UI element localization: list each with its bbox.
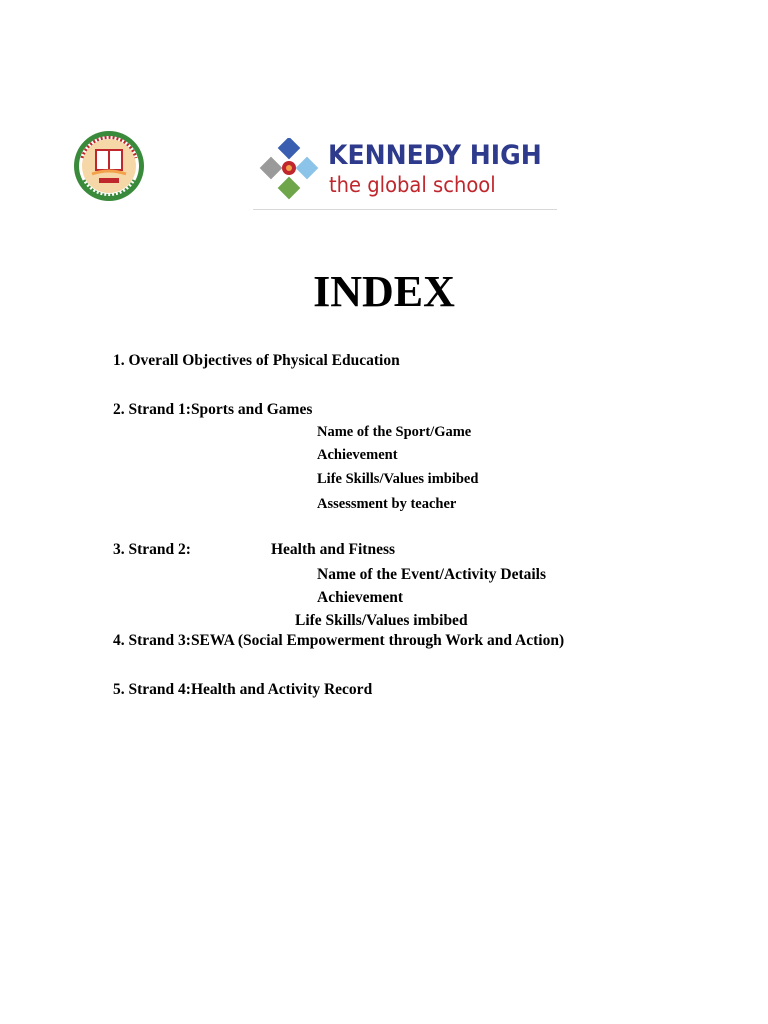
index-item-2: 2. Strand 1:Sports and Games — [113, 401, 313, 418]
page-title: INDEX — [313, 267, 455, 316]
school-name: KENNEDY HIGH — [328, 140, 542, 171]
index-subitem: Name of the Sport/Game — [317, 424, 472, 440]
logo-underline — [253, 209, 557, 210]
seal-icon — [72, 128, 146, 204]
school-logo — [253, 138, 559, 214]
school-tagline: the global school — [329, 173, 496, 197]
school-emblem-icon — [255, 138, 323, 206]
index-item-5: 5. Strand 4:Health and Activity Record — [113, 681, 373, 698]
index-item-1: 1. Overall Objectives of Physical Education — [113, 352, 400, 369]
index-subitem: Achievement — [317, 589, 404, 606]
index-item-4: 4. Strand 3:SEWA (Social Empowerment through Work and Action) — [113, 632, 565, 649]
index-subitem: Life Skills/Values imbibed — [317, 471, 479, 487]
index-subitem: Name of the Event/Activity Details — [317, 566, 547, 583]
index-item-3-label: 3. Strand 2: — [113, 541, 191, 558]
index-item-3: Health and Fitness — [271, 541, 396, 558]
index-subitem: Assessment by teacher — [317, 496, 457, 512]
index-subitem: Achievement — [317, 447, 398, 463]
index-subitem: Life Skills/Values imbibed — [295, 612, 468, 629]
board-seal-logo — [72, 128, 146, 204]
